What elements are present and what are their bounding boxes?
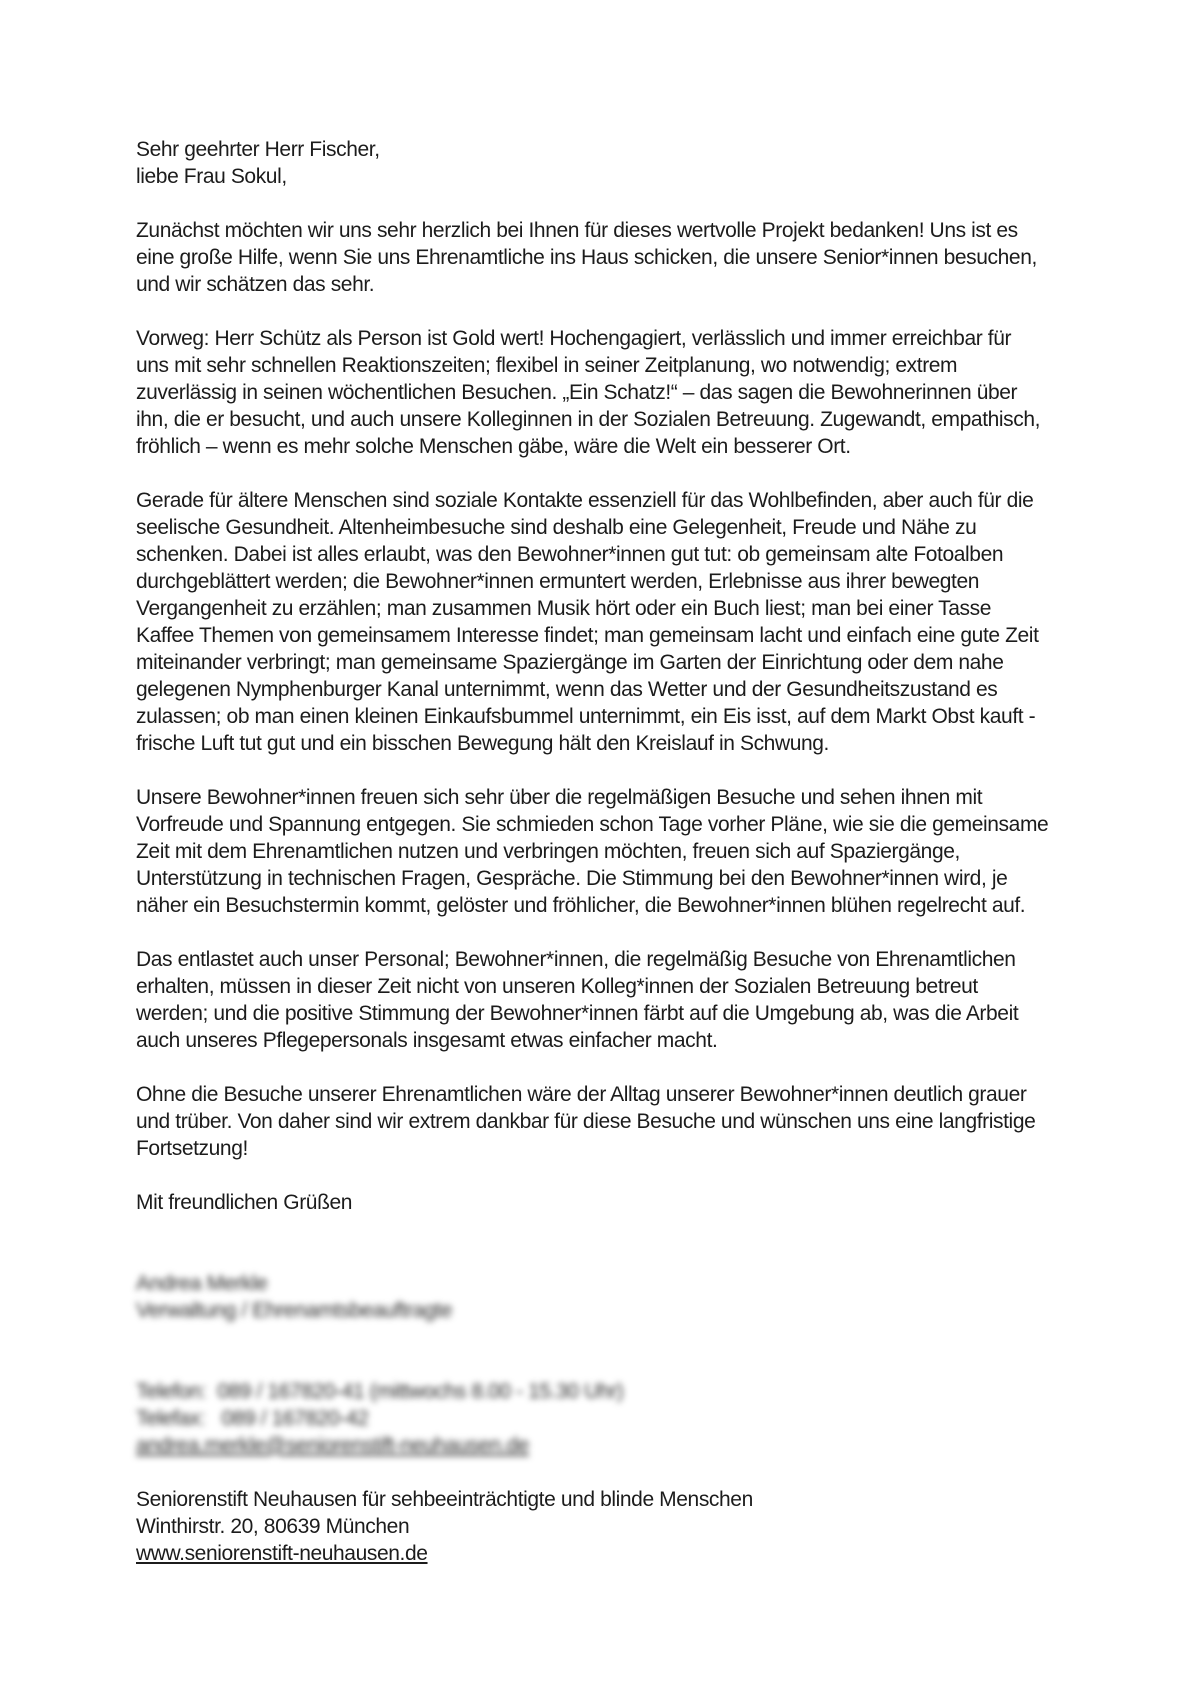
closing-line: Mit freundlichen Grüßen xyxy=(136,1191,353,1214)
salutation-block xyxy=(136,136,1111,190)
signature-name: Andrea Merkle xyxy=(136,1272,268,1295)
letter-line: und trüber. Von daher sind wir extrem dankbar für diese Besuche und wünschen uns eine langfristige xyxy=(136,1110,1036,1133)
letter-line: fröhlich – wenn es mehr solche Menschen gäbe, wäre die Welt ein besserer Ort. xyxy=(136,435,851,458)
letter-line: Ohne die Besuche unserer Ehrenamtlichen wäre der Alltag unserer Bewohner*innen deutlich grauer xyxy=(136,1083,1027,1106)
footer-block xyxy=(136,1486,1111,1567)
footer-organization: Seniorenstift Neuhausen für sehbeeinträchtigte und blinde Menschen xyxy=(136,1488,753,1511)
paragraph xyxy=(136,946,1111,1054)
letter-line: Fortsetzung! xyxy=(136,1137,248,1160)
paragraph xyxy=(136,217,1111,298)
contact-telefon: Telefon: 089 / 167820-41 (mittwochs 8.00 - 15.30 Uhr) xyxy=(136,1380,624,1403)
letter-line: durchgeblättert werden; die Bewohner*innen ermuntert werden, Erlebnisse aus ihrer bewegten xyxy=(136,570,980,593)
letter-line: schenken. Dabei ist alles erlaubt, was den Bewohner*innen gut tut: ob gemeinsam alte Fotoalben xyxy=(136,543,1004,566)
letter-line: Unterstützung in technischen Fragen, Gespräche. Die Stimmung bei den Bewohner*innen wird, je xyxy=(136,867,1008,890)
letter-line: Vorweg: Herr Schütz als Person ist Gold wert! Hochengagiert, verlässlich und immer erreichbar für xyxy=(136,327,1012,350)
letter-line: frische Luft tut gut und ein bisschen Bewegung hält den Kreislauf in Schwung. xyxy=(136,732,829,755)
closing-block xyxy=(136,1189,1111,1216)
letter-line: Vergangenheit zu erzählen; man zusammen Musik hört oder ein Buch liest; man bei einer Tasse xyxy=(136,597,992,620)
contact-telefax: Telefax: 089 / 167820-42 xyxy=(136,1407,369,1430)
letter-line: zuverlässig in seinen wöchentlichen Besuchen. „Ein Schatz!“ – das sagen die Bewohnerinnen über xyxy=(136,381,1018,404)
paragraph xyxy=(136,325,1111,460)
letter-line: näher ein Besuchstermin kommt, gelöster und fröhlicher, die Bewohner*innen blühen regelrecht auf. xyxy=(136,894,1026,917)
letter-line: erhalten, müssen in dieser Zeit nicht von unseren Kolleg*innen der Sozialen Betreuung betreut xyxy=(136,975,978,998)
letter-line: ihn, die er besucht, und auch unsere Kolleginnen in der Sozialen Betreuung. Zugewandt, empathisch, xyxy=(136,408,1041,431)
email-link[interactable]: andrea.merkle@seniorenstift-neuhausen.de xyxy=(136,1434,529,1457)
letter-line: auch unseres Pflegepersonals insgesamt etwas einfacher macht. xyxy=(136,1029,718,1052)
letter-line: gelegenen Nymphenburger Kanal unternimmt, wenn das Wetter und der Gesundheitszustand es xyxy=(136,678,998,701)
letter-paragraphs xyxy=(136,217,1111,1162)
letter-line: Zeit mit dem Ehrenamtlichen nutzen und verbringen möchten, freuen sich auf Spaziergänge, xyxy=(136,840,960,863)
paragraph xyxy=(136,1081,1111,1162)
letter-line: miteinander verbringt; man gemeinsame Spaziergänge im Garten der Einrichtung oder dem nahe xyxy=(136,651,1004,674)
letter-line: liebe Frau Sokul, xyxy=(136,165,287,188)
letter-line: Kaffee Themen von gemeinsamem Interesse findet; man gemeinsam lacht und einfach eine gute Zeit xyxy=(136,624,1039,647)
letter-line: Vorfreude und Spannung entgegen. Sie schmieden schon Tage vorher Pläne, wie sie die gemeinsame xyxy=(136,813,1049,836)
letter-line: Das entlastet auch unser Personal; Bewohner*innen, die regelmäßig Besuche von Ehrenamtlichen xyxy=(136,948,1016,971)
letter-line: Gerade für ältere Menschen sind soziale Kontakte essenziell für das Wohlbefinden, aber auch für die xyxy=(136,489,1034,512)
paragraph xyxy=(136,487,1111,757)
footer-address: Winthirstr. 20, 80639 München xyxy=(136,1515,410,1538)
letter-line: eine große Hilfe, wenn Sie uns Ehrenamtliche ins Haus schicken, die unsere Senior*innen besuchen, xyxy=(136,246,1037,269)
letter-line: seelische Gesundheit. Altenheimbesuche sind deshalb eine Gelegenheit, Freude und Nähe zu xyxy=(136,516,977,539)
letter-line: Zunächst möchten wir uns sehr herzlich bei Ihnen für dieses wertvolle Projekt bedanken! Uns ist es xyxy=(136,219,1018,242)
signature-block xyxy=(136,1270,1111,1324)
paragraph xyxy=(136,784,1111,919)
contact-email-line xyxy=(136,1432,1111,1459)
letter-line: und wir schätzen das sehr. xyxy=(136,273,375,296)
letter-line: Unsere Bewohner*innen freuen sich sehr über die regelmäßigen Besuche und sehen ihnen mit xyxy=(136,786,983,809)
website-link[interactable]: www.seniorenstift-neuhausen.de xyxy=(136,1542,428,1565)
signature-role: Verwaltung / Ehrenamtsbeauftragte xyxy=(136,1299,453,1322)
contact-block xyxy=(136,1378,1111,1459)
letter-line: uns mit sehr schnellen Reaktionszeiten; flexibel in seiner Zeitplanung, wo notwendig; extrem xyxy=(136,354,958,377)
letter-line: werden; und die positive Stimmung der Bewohner*innen färbt auf die Umgebung ab, was die Arbeit xyxy=(136,1002,1019,1025)
footer-website-line xyxy=(136,1540,1111,1567)
letter-line: zulassen; ob man einen kleinen Einkaufsbummel unternimmt, ein Eis isst, auf dem Markt Obst kauft - xyxy=(136,705,1036,728)
letter-line: Sehr geehrter Herr Fischer, xyxy=(136,138,380,161)
